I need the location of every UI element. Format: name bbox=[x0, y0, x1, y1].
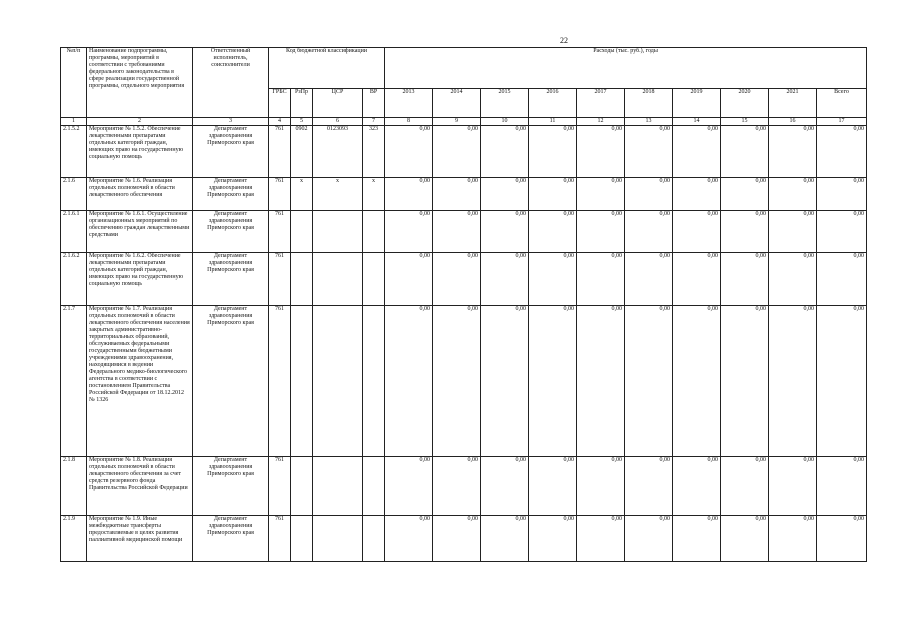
row-value: 0,00 bbox=[625, 211, 673, 253]
row-csr bbox=[313, 516, 363, 562]
row-responsible: Департамент здравоохранения Приморского края bbox=[193, 253, 269, 306]
row-value: 0,00 bbox=[721, 516, 769, 562]
row-number: 2.1.5.2 bbox=[61, 126, 87, 178]
row-value: 0,00 bbox=[529, 253, 577, 306]
table-row bbox=[61, 253, 867, 306]
row-value: 0,00 bbox=[673, 457, 721, 516]
row-vr bbox=[363, 516, 385, 562]
row-name: Мероприятие № 1.6.2. Обеспечение лекарственными препаратами отдельных категорий граждан, имеющих право на государственную социальную помощь bbox=[87, 253, 193, 306]
budget-table bbox=[60, 47, 867, 562]
column-number: 11 bbox=[529, 118, 577, 126]
header-year: 2019 bbox=[673, 89, 721, 118]
row-value: 0,00 bbox=[817, 178, 867, 211]
row-responsible: Департамент здравоохранения Приморского края bbox=[193, 178, 269, 211]
row-value: 0,00 bbox=[577, 178, 625, 211]
row-rzpr bbox=[291, 253, 313, 306]
row-value: 0,00 bbox=[433, 516, 481, 562]
header-year: 2016 bbox=[529, 89, 577, 118]
row-value: 0,00 bbox=[817, 457, 867, 516]
row-value: 0,00 bbox=[529, 306, 577, 457]
header-code: ВР bbox=[363, 89, 385, 118]
row-value: 0,00 bbox=[625, 306, 673, 457]
row-value: 0,00 bbox=[769, 516, 817, 562]
row-rzpr bbox=[291, 306, 313, 457]
column-number: 7 bbox=[363, 118, 385, 126]
table-row bbox=[61, 178, 867, 211]
row-value: 0,00 bbox=[625, 126, 673, 178]
header-year: 2014 bbox=[433, 89, 481, 118]
row-grbs: 761 bbox=[269, 306, 291, 457]
row-value: 0,00 bbox=[721, 126, 769, 178]
row-value: 0,00 bbox=[817, 306, 867, 457]
row-value: 0,00 bbox=[529, 126, 577, 178]
row-grbs: 761 bbox=[269, 178, 291, 211]
row-value: 0,00 bbox=[385, 211, 433, 253]
row-name: Мероприятие № 1.9. Иные межбюджетные трансферты предоставляемые в целях развития паллиативной медицинской помощи bbox=[87, 516, 193, 562]
row-value: 0,00 bbox=[385, 516, 433, 562]
header-expenses: Расходы (тыс. руб.), годы bbox=[385, 48, 867, 89]
header-num: №п/п bbox=[61, 48, 87, 118]
row-vr: x bbox=[363, 178, 385, 211]
row-vr bbox=[363, 253, 385, 306]
table-row bbox=[61, 457, 867, 516]
header-row-numbers bbox=[61, 118, 867, 126]
row-rzpr bbox=[291, 211, 313, 253]
header-code: РзПр bbox=[291, 89, 313, 118]
row-csr: 0123093 bbox=[313, 126, 363, 178]
row-grbs: 761 bbox=[269, 516, 291, 562]
column-number: 4 bbox=[269, 118, 291, 126]
table-row bbox=[61, 306, 867, 457]
header-year: 2015 bbox=[481, 89, 529, 118]
row-value: 0,00 bbox=[769, 457, 817, 516]
row-number: 2.1.8 bbox=[61, 457, 87, 516]
row-grbs: 761 bbox=[269, 126, 291, 178]
row-value: 0,00 bbox=[625, 253, 673, 306]
row-value: 0,00 bbox=[769, 253, 817, 306]
row-responsible: Департамент здравоохранения Приморского края bbox=[193, 211, 269, 253]
column-number: 13 bbox=[625, 118, 673, 126]
row-csr bbox=[313, 253, 363, 306]
row-value: 0,00 bbox=[625, 178, 673, 211]
row-value: 0,00 bbox=[769, 211, 817, 253]
row-value: 0,00 bbox=[673, 516, 721, 562]
row-number: 2.1.6.2 bbox=[61, 253, 87, 306]
table-row bbox=[61, 516, 867, 562]
header-year: 2017 bbox=[577, 89, 625, 118]
row-value: 0,00 bbox=[481, 253, 529, 306]
row-value: 0,00 bbox=[817, 211, 867, 253]
row-value: 0,00 bbox=[577, 516, 625, 562]
row-value: 0,00 bbox=[529, 178, 577, 211]
row-value: 0,00 bbox=[433, 457, 481, 516]
row-value: 0,00 bbox=[673, 306, 721, 457]
row-value: 0,00 bbox=[769, 306, 817, 457]
row-number: 2.1.6.1 bbox=[61, 211, 87, 253]
row-value: 0,00 bbox=[529, 211, 577, 253]
row-name: Мероприятие № 1.6. Реализация отдельных полномочий в области лекарственного обеспечения bbox=[87, 178, 193, 211]
row-value: 0,00 bbox=[721, 178, 769, 211]
row-value: 0,00 bbox=[385, 178, 433, 211]
row-csr bbox=[313, 211, 363, 253]
column-number: 9 bbox=[433, 118, 481, 126]
column-number: 12 bbox=[577, 118, 625, 126]
header-year: Всего bbox=[817, 89, 867, 118]
row-value: 0,00 bbox=[769, 178, 817, 211]
row-responsible: Департамент здравоохранения Приморского края bbox=[193, 126, 269, 178]
row-value: 0,00 bbox=[577, 253, 625, 306]
column-number: 1 bbox=[61, 118, 87, 126]
row-value: 0,00 bbox=[433, 306, 481, 457]
column-number: 6 bbox=[313, 118, 363, 126]
row-responsible: Департамент здравоохранения Приморского края bbox=[193, 516, 269, 562]
row-value: 0,00 bbox=[481, 457, 529, 516]
header-year: 2021 bbox=[769, 89, 817, 118]
row-vr: 323 bbox=[363, 126, 385, 178]
row-name: Мероприятие № 1.5.2. Обеспечение лекарственными препаратами отдельных категорий граждан, имеющих право на государственную социальную помощь bbox=[87, 126, 193, 178]
column-number: 15 bbox=[721, 118, 769, 126]
table-row bbox=[61, 126, 867, 178]
row-value: 0,00 bbox=[385, 306, 433, 457]
row-name: Мероприятие № 1.8. Реализация отдельных полномочий в области лекарственного обеспечения за счет средств резервного фонда Правительства Российской Федерации bbox=[87, 457, 193, 516]
row-vr bbox=[363, 211, 385, 253]
row-responsible: Департамент здравоохранения Приморского края bbox=[193, 306, 269, 457]
row-value: 0,00 bbox=[529, 457, 577, 516]
row-value: 0,00 bbox=[721, 211, 769, 253]
row-value: 0,00 bbox=[817, 253, 867, 306]
row-value: 0,00 bbox=[673, 126, 721, 178]
row-name: Мероприятие № 1.7. Реализация отдельных полномочий в области лекарственного обеспечения населения закрытых административно-территориальных образований, обслуживаемых федеральными государственными бюджетными учреждениями здравоохранения, находящимися в ведении Федерального медико-биологического агентства в соответствии с постановлением Правительства Российской Федерации от 18.12.2012 № 1326 bbox=[87, 306, 193, 457]
header-responsible: Ответственный исполнитель, соисполнители bbox=[193, 48, 269, 118]
column-number: 14 bbox=[673, 118, 721, 126]
row-value: 0,00 bbox=[433, 178, 481, 211]
row-value: 0,00 bbox=[385, 253, 433, 306]
row-number: 2.1.7 bbox=[61, 306, 87, 457]
header-code: ГРБС bbox=[269, 89, 291, 118]
row-name: Мероприятие № 1.6.1. Осуществление организационных мероприятий по обеспечению граждан лекарственными средствами bbox=[87, 211, 193, 253]
column-number: 17 bbox=[817, 118, 867, 126]
row-responsible: Департамент здравоохранения Приморского края bbox=[193, 457, 269, 516]
row-value: 0,00 bbox=[817, 516, 867, 562]
row-rzpr: x bbox=[291, 178, 313, 211]
row-value: 0,00 bbox=[481, 211, 529, 253]
row-grbs: 761 bbox=[269, 253, 291, 306]
row-value: 0,00 bbox=[721, 253, 769, 306]
column-number: 5 bbox=[291, 118, 313, 126]
row-value: 0,00 bbox=[481, 306, 529, 457]
header-year: 2013 bbox=[385, 89, 433, 118]
row-number: 2.1.9 bbox=[61, 516, 87, 562]
column-number: 16 bbox=[769, 118, 817, 126]
row-value: 0,00 bbox=[481, 126, 529, 178]
row-value: 0,00 bbox=[433, 253, 481, 306]
page-number: 22 bbox=[560, 36, 568, 45]
row-value: 0,00 bbox=[577, 126, 625, 178]
header-name: Наименование подпрограммы, программы, мероприятий в соответствии с требованиями федерального законодательства в сфере реализации государственной программы, отдельного мероприятия bbox=[87, 48, 193, 118]
row-rzpr bbox=[291, 457, 313, 516]
row-csr bbox=[313, 306, 363, 457]
row-vr bbox=[363, 457, 385, 516]
row-value: 0,00 bbox=[433, 126, 481, 178]
row-value: 0,00 bbox=[673, 211, 721, 253]
row-value: 0,00 bbox=[481, 516, 529, 562]
row-value: 0,00 bbox=[817, 126, 867, 178]
row-value: 0,00 bbox=[385, 457, 433, 516]
row-value: 0,00 bbox=[577, 211, 625, 253]
row-value: 0,00 bbox=[769, 126, 817, 178]
row-value: 0,00 bbox=[385, 126, 433, 178]
column-number: 3 bbox=[193, 118, 269, 126]
row-grbs: 761 bbox=[269, 457, 291, 516]
header-year: 2020 bbox=[721, 89, 769, 118]
row-grbs: 761 bbox=[269, 211, 291, 253]
row-value: 0,00 bbox=[721, 306, 769, 457]
row-value: 0,00 bbox=[577, 457, 625, 516]
row-value: 0,00 bbox=[673, 253, 721, 306]
row-value: 0,00 bbox=[673, 178, 721, 211]
row-value: 0,00 bbox=[625, 516, 673, 562]
header-code: ЦСР bbox=[313, 89, 363, 118]
header-budget-code: Код бюджетной классификации bbox=[269, 48, 385, 89]
row-csr bbox=[313, 457, 363, 516]
row-vr bbox=[363, 306, 385, 457]
row-number: 2.1.6 bbox=[61, 178, 87, 211]
row-value: 0,00 bbox=[577, 306, 625, 457]
table-row bbox=[61, 211, 867, 253]
table-body bbox=[61, 126, 867, 562]
row-value: 0,00 bbox=[529, 516, 577, 562]
row-csr: x bbox=[313, 178, 363, 211]
column-number: 2 bbox=[87, 118, 193, 126]
row-value: 0,00 bbox=[481, 178, 529, 211]
column-number: 10 bbox=[481, 118, 529, 126]
header-row-1 bbox=[61, 48, 867, 89]
row-value: 0,00 bbox=[625, 457, 673, 516]
row-value: 0,00 bbox=[433, 211, 481, 253]
column-number: 8 bbox=[385, 118, 433, 126]
row-rzpr: 0902 bbox=[291, 126, 313, 178]
header-year: 2018 bbox=[625, 89, 673, 118]
row-rzpr bbox=[291, 516, 313, 562]
row-value: 0,00 bbox=[721, 457, 769, 516]
